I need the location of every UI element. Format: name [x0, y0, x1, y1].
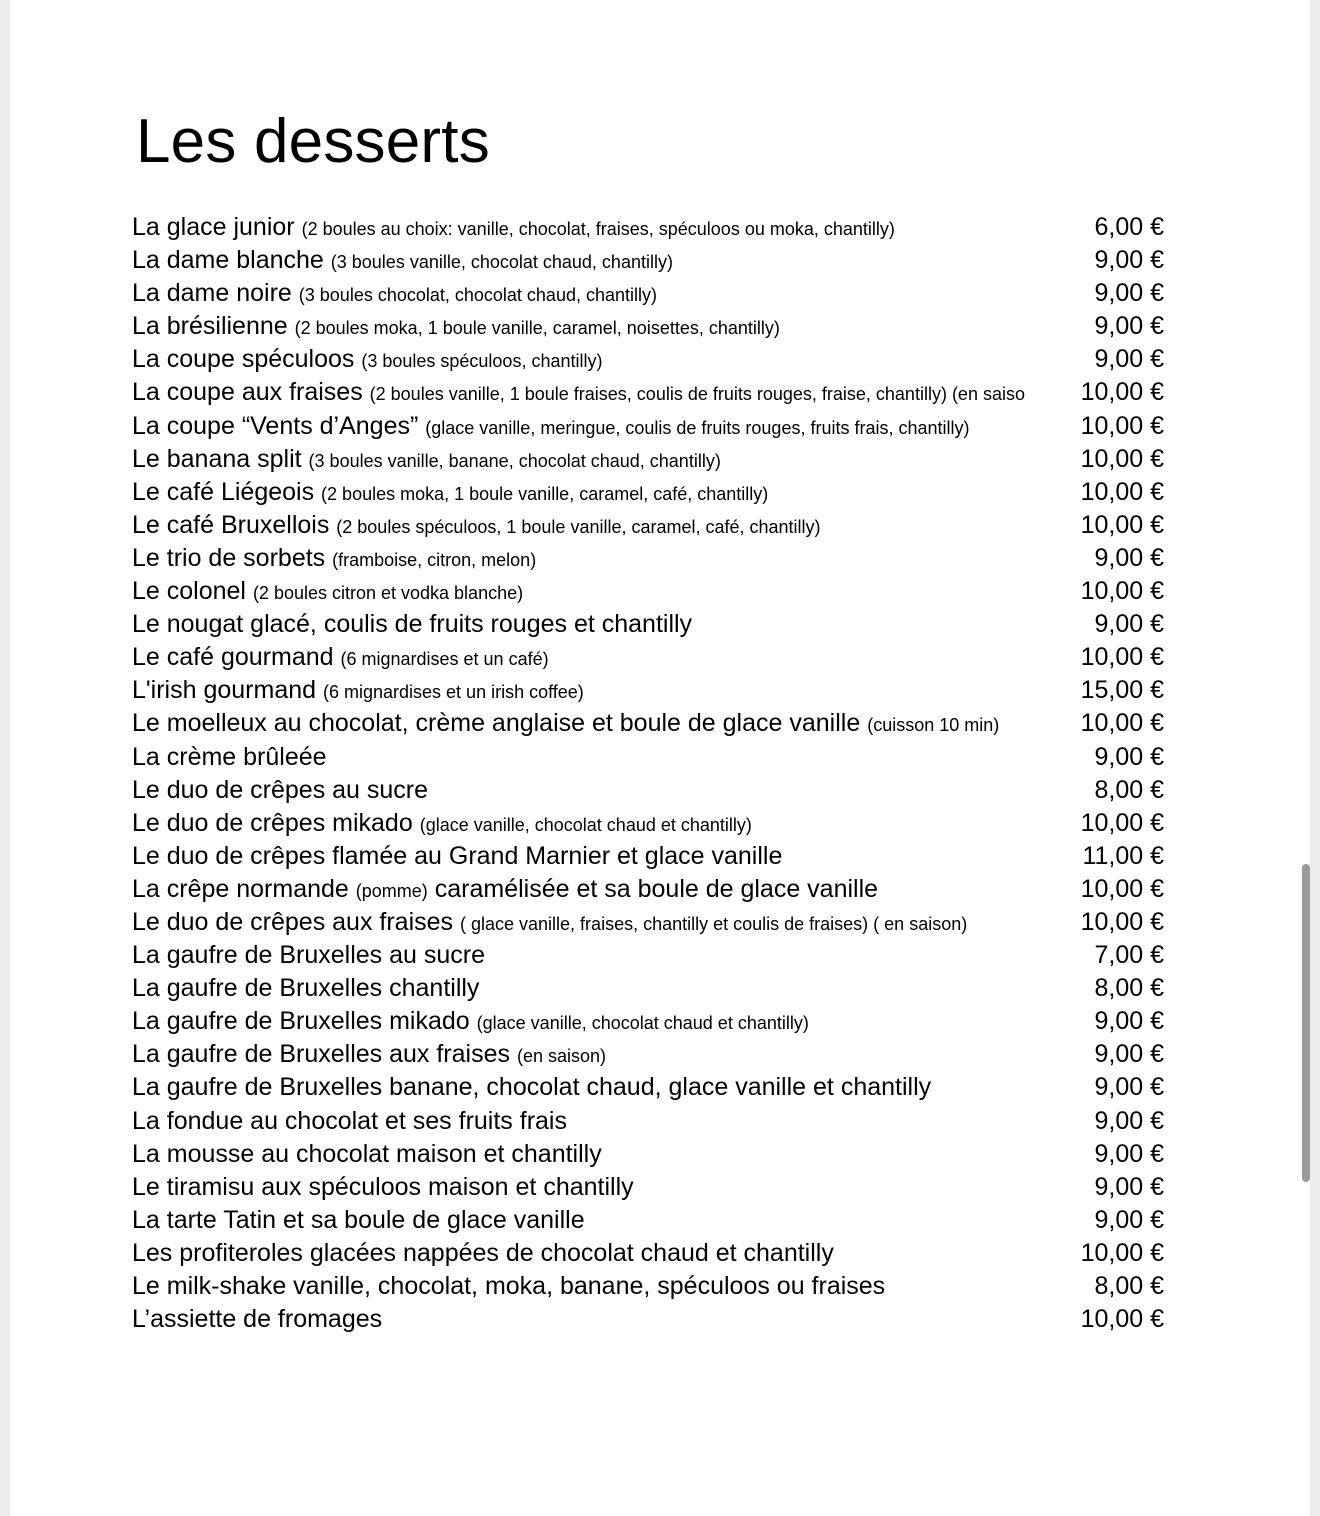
menu-item-name: La gaufre de Bruxelles mikado	[132, 1007, 470, 1036]
menu-item-price: 10,00 €	[1080, 477, 1164, 506]
menu-item	[132, 1171, 1068, 1206]
menu-item-note: (glace vanille, meringue, coulis de fruits rouges, fruits frais, chantilly)	[425, 417, 970, 438]
menu-item-price: 9,00 €	[1094, 246, 1164, 275]
menu-item-price: 9,00 €	[1094, 742, 1164, 771]
menu-item-spacer	[316, 676, 323, 704]
menu-item-name: Le trio de sorbets	[132, 543, 326, 572]
menu-item-name: Le duo de crêpes aux fraises	[132, 907, 454, 936]
menu-item-price: 9,00 €	[1094, 543, 1164, 572]
menu-item-name: La tarte Tatin et sa boule de glace vanille	[132, 1205, 585, 1234]
menu-item-spacer	[413, 809, 420, 837]
menu-row	[132, 410, 1172, 443]
menu-item	[132, 939, 1068, 974]
menu-row	[132, 211, 1172, 244]
menu-row	[132, 1038, 1172, 1071]
menu-item-note: (3 boules spéculoos, chantilly)	[361, 351, 603, 372]
menu-item-price: 9,00 €	[1094, 345, 1164, 374]
menu-item-name: Le duo de crêpes flamée au Grand Marnier et glace vanille	[132, 841, 783, 870]
menu-item-note: (3 boules chocolat, chocolat chaud, chantilly)	[298, 285, 657, 306]
menu-item-name: La glace junior	[132, 213, 295, 241]
menu-row	[132, 774, 1172, 807]
menu-item-price: 8,00 €	[1094, 974, 1164, 1003]
menu-row	[132, 641, 1172, 674]
menu-item-name: La brésilienne	[132, 312, 288, 341]
menu-item	[132, 310, 1068, 345]
menu-row	[132, 1005, 1172, 1038]
menu-item-spacer	[510, 1040, 517, 1068]
menu-item-note: (glace vanille, chocolat chaud et chantilly)	[419, 814, 752, 835]
menu-row	[132, 939, 1172, 972]
menu-item-price: 9,00 €	[1094, 610, 1164, 639]
menu-item	[132, 741, 1068, 776]
menu-item-price: 9,00 €	[1094, 279, 1164, 308]
menu-item-price: 9,00 €	[1094, 1106, 1164, 1135]
menu-item-name: La dame blanche	[132, 246, 324, 275]
menu-item-price: 9,00 €	[1094, 1073, 1164, 1102]
menu-item-name-continued: caramélisée et sa boule de glace vanille	[434, 874, 879, 903]
menu-item-price: 10,00 €	[1080, 709, 1164, 738]
menu-item-note: (6 mignardises et un café)	[340, 649, 549, 670]
menu-item	[132, 244, 1068, 279]
menu-item	[132, 873, 1068, 908]
menu-item-price: 6,00 €	[1094, 213, 1164, 241]
menu-item-price: 9,00 €	[1094, 1040, 1164, 1069]
menu-row	[132, 873, 1172, 906]
menu-item-price: 10,00 €	[1080, 577, 1164, 606]
menu-item-price: 7,00 €	[1094, 941, 1164, 970]
menu-row	[132, 343, 1172, 376]
menu-row	[132, 840, 1172, 873]
document-page	[10, 0, 1310, 1516]
menu-item-name: Le banana split	[132, 444, 302, 473]
menu-item-name: La gaufre de Bruxelles chantilly	[132, 974, 480, 1003]
menu-item-name: La coupe “Vents d’Anges”	[132, 411, 419, 440]
menu-item-name: La coupe spéculoos	[132, 345, 355, 374]
menu-row	[132, 244, 1172, 277]
menu-item	[132, 376, 1068, 411]
menu-item-note: (2 boules moka, 1 boule vanille, caramel, noisettes, chantilly)	[294, 318, 780, 339]
menu-row	[132, 1138, 1172, 1171]
menu-row	[132, 1171, 1172, 1204]
menu-item	[132, 343, 1068, 378]
menu-item-name: La gaufre de Bruxelles aux fraises	[132, 1040, 510, 1069]
menu-item-price: 10,00 €	[1080, 411, 1164, 440]
menu-row	[132, 1071, 1172, 1104]
menu-item-spacer	[288, 312, 295, 340]
menu-item-name: Le café Bruxellois	[132, 510, 330, 539]
menu-row	[132, 741, 1172, 774]
menu-item-spacer	[428, 875, 435, 903]
menu-item	[132, 410, 1068, 445]
menu-item	[132, 277, 1068, 312]
menu-item-note: (2 boules spéculoos, 1 boule vanille, caramel, café, chantilly)	[336, 516, 821, 537]
menu-item-price: 9,00 €	[1094, 1172, 1164, 1201]
menu-item-spacer	[314, 478, 321, 506]
menu-row	[132, 674, 1172, 707]
menu-item-name: La coupe aux fraises	[132, 378, 363, 407]
menu-row	[132, 542, 1172, 575]
menu-item-name: La dame noire	[132, 279, 292, 308]
menu-item-price: 11,00 €	[1082, 841, 1164, 870]
menu-item-note: (6 mignardises et un irish coffee)	[323, 682, 584, 703]
menu-row	[132, 277, 1172, 310]
menu-item	[132, 1105, 1068, 1140]
menu-item-price: 10,00 €	[1080, 1305, 1164, 1334]
menu-item-name: L'irish gourmand	[132, 676, 317, 705]
menu-item	[132, 641, 1068, 676]
menu-item-name: La gaufre de Bruxelles banane, chocolat chaud, glace vanille et chantilly	[132, 1073, 932, 1102]
menu-item	[132, 1270, 1068, 1305]
menu-row	[132, 608, 1172, 641]
menu-item-price: 10,00 €	[1080, 378, 1164, 407]
menu-item-note: (2 boules vanille, 1 boule fraises, coulis de fruits rouges, fraise, chantilly) (en saiso	[369, 384, 1025, 405]
page-title: Les desserts	[136, 107, 490, 176]
menu-item-name: Le colonel	[132, 577, 246, 606]
menu-item-price: 9,00 €	[1094, 1007, 1164, 1036]
menu-item-name: L’assiette de fromages	[132, 1305, 383, 1334]
menu-item-price: 15,00 €	[1080, 676, 1164, 705]
menu-item-spacer	[363, 378, 370, 406]
menu-item	[132, 1204, 1068, 1239]
menu-item-name: Le duo de crêpes au sucre	[132, 775, 429, 804]
vertical-scrollbar[interactable]	[1302, 864, 1310, 1182]
menu-item-name: La crème brûleée	[132, 742, 327, 771]
menu-item	[132, 674, 1068, 709]
menu-row	[132, 575, 1172, 608]
menu-item-name: Le nougat glacé, coulis de fruits rouges et chantilly	[132, 610, 693, 639]
menu-row	[132, 1237, 1172, 1270]
menu-row	[132, 807, 1172, 840]
menu-item-price: 10,00 €	[1080, 444, 1164, 473]
menu-item-price: 10,00 €	[1080, 1238, 1164, 1267]
menu-item-price: 10,00 €	[1080, 907, 1164, 936]
menu-item-note: (3 boules vanille, chocolat chaud, chantilly)	[330, 252, 673, 273]
menu-item	[132, 509, 1068, 544]
menu-item-spacer	[302, 445, 309, 473]
menu-item-name: Le duo de crêpes mikado	[132, 808, 413, 837]
menu-item-note: (framboise, citron, melon)	[332, 549, 537, 570]
menu-item	[132, 972, 1068, 1007]
menu-item	[132, 1071, 1068, 1106]
menu-item	[132, 1237, 1068, 1272]
menu-item-price: 10,00 €	[1080, 643, 1164, 672]
menu-item	[132, 840, 1068, 875]
menu-item-name: Le moelleux au chocolat, crème anglaise et boule de glace vanille	[132, 709, 861, 738]
menu-row	[132, 707, 1172, 740]
menu-item-name: La fondue au chocolat et ses fruits frais	[132, 1106, 567, 1135]
menu-item	[132, 906, 1068, 941]
menu-item-note: (3 boules vanille, banane, chocolat chaud, chantilly)	[308, 450, 721, 471]
menu-item	[132, 1138, 1068, 1173]
menu-item-price: 10,00 €	[1080, 510, 1164, 539]
menu-item-name: Le milk-shake vanille, chocolat, moka, banane, spéculoos ou fraises	[132, 1272, 886, 1300]
menu-item-spacer	[295, 213, 302, 241]
menu-item	[132, 575, 1068, 610]
menu-item-name: Le café gourmand	[132, 643, 334, 672]
menu-item	[132, 542, 1068, 577]
menu-row	[132, 1204, 1172, 1237]
menu-item	[132, 1303, 1068, 1338]
menu-item-note: (en saison)	[516, 1046, 606, 1067]
menu-item	[132, 1038, 1068, 1073]
menu-item-spacer	[246, 577, 253, 605]
menu-item	[132, 774, 1068, 809]
menu-item-name: La mousse au chocolat maison et chantilly	[132, 1139, 602, 1168]
menu-item-price: 8,00 €	[1094, 1272, 1164, 1300]
menu-row	[132, 1270, 1172, 1303]
menu-item-price: 9,00 €	[1094, 1205, 1164, 1234]
menu-item-note: (2 boules au choix: vanille, chocolat, fraises, spéculoos ou moka, chantilly)	[301, 219, 895, 239]
menu-row	[132, 443, 1172, 476]
menu-row	[132, 906, 1172, 939]
menu-item	[132, 443, 1068, 478]
menu-item	[132, 476, 1068, 511]
menu-item	[132, 807, 1068, 842]
menu-row	[132, 310, 1172, 343]
menu-item	[132, 1005, 1068, 1040]
menu-item-price: 10,00 €	[1080, 874, 1164, 903]
dessert-menu-list	[132, 211, 1172, 1336]
menu-item-price: 9,00 €	[1094, 312, 1164, 341]
menu-row	[132, 972, 1172, 1005]
menu-item-spacer	[292, 279, 299, 307]
menu-item-spacer	[470, 1007, 477, 1035]
menu-item-name: La gaufre de Bruxelles au sucre	[132, 941, 485, 970]
menu-item-price: 8,00 €	[1094, 775, 1164, 804]
menu-row	[132, 1105, 1172, 1138]
menu-item	[132, 608, 1068, 643]
menu-item-spacer	[349, 875, 356, 903]
menu-item	[132, 211, 1068, 246]
menu-item	[132, 707, 1068, 742]
menu-item-name: Les profiteroles glacées nappées de chocolat chaud et chantilly	[132, 1238, 834, 1267]
menu-item-name: Le café Liégeois	[132, 477, 315, 506]
menu-item-note: ( glace vanille, fraises, chantilly et coulis de fraises) ( en saison)	[460, 913, 968, 934]
menu-item-note: (cuisson 10 min)	[867, 715, 1000, 736]
menu-item-spacer	[324, 246, 331, 274]
menu-item-note: (2 boules citron et vodka blanche)	[252, 583, 524, 604]
menu-item-note: (2 boules moka, 1 boule vanille, caramel, café, chantilly)	[321, 483, 769, 504]
menu-row	[132, 376, 1172, 409]
menu-item-price: 10,00 €	[1080, 808, 1164, 837]
menu-row	[132, 1303, 1172, 1336]
menu-item-name: Le tiramisu aux spéculoos maison et chantilly	[132, 1172, 634, 1201]
menu-item-note: (glace vanille, chocolat chaud et chantilly)	[476, 1013, 809, 1034]
menu-row	[132, 509, 1172, 542]
menu-item-spacer	[453, 908, 460, 936]
menu-item-name: La crêpe normande	[132, 874, 349, 903]
menu-item-price: 9,00 €	[1094, 1139, 1164, 1168]
menu-row	[132, 476, 1172, 509]
menu-item-note: (pomme)	[355, 880, 428, 901]
